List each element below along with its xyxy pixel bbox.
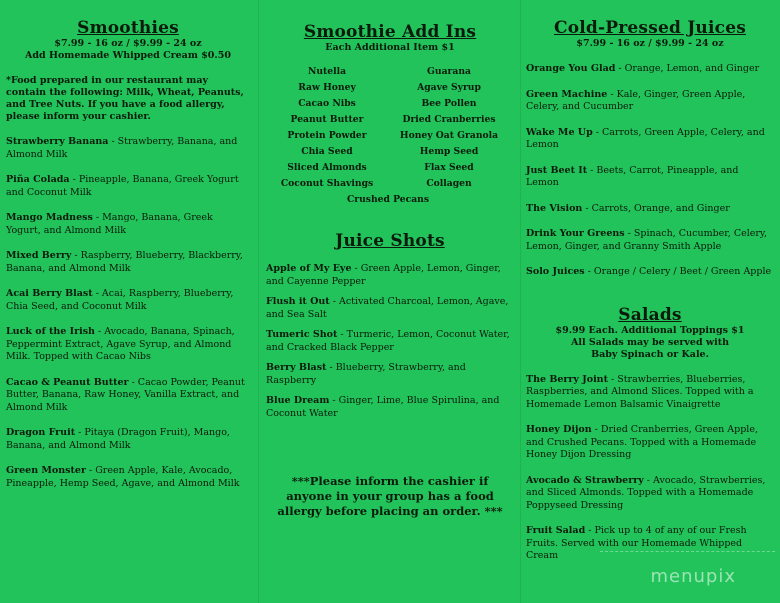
menu-item-desc: - Ginger, Lime, Blue Spirulina, and Coconut Water bbox=[266, 395, 500, 419]
menu-item bbox=[6, 326, 250, 364]
menu-item-desc: - Dried Cranberries, Green Apple, and Crushed Pecans. Topped with a Homemade Honey Dijon Dressing bbox=[526, 424, 758, 460]
smoothies-addon: Add Homemade Whipped Cream $0.50 bbox=[25, 50, 231, 61]
menu-item-desc: - Avocado, Strawberries, and Sliced Almonds. Topped with a Homemade Poppyseed Dressing bbox=[526, 474, 766, 511]
menu-item-name: Tumeric Shot bbox=[266, 329, 338, 340]
menu-item bbox=[266, 362, 514, 387]
menu-item bbox=[6, 377, 250, 415]
addin-item: Agave Syrup bbox=[417, 82, 481, 93]
menu-item-name: Flush it Out bbox=[266, 296, 330, 307]
menu-item bbox=[6, 250, 250, 275]
addin-item: Chia Seed bbox=[301, 146, 353, 157]
menu-item-desc: - Raspberry, Blueberry, Blackberry, Banana, and Almond Milk bbox=[6, 250, 243, 274]
addin-item: Peanut Butter bbox=[290, 114, 364, 125]
addin-item: Flax Seed bbox=[424, 162, 474, 173]
addin-item: Nutella bbox=[307, 66, 347, 77]
smoothie-list bbox=[6, 136, 250, 490]
addin-item: Dried Cranberries bbox=[402, 114, 496, 125]
addin-item: Protein Powder bbox=[287, 130, 367, 141]
menu-item-desc: - Strawberry, Banana, and Almond Milk bbox=[6, 136, 238, 160]
menu-item-name: Green Monster bbox=[6, 465, 86, 476]
addin-item: Coconut Shavings bbox=[280, 178, 374, 189]
menu-item bbox=[6, 465, 250, 490]
salads-title: Salads bbox=[618, 304, 682, 325]
shot-list bbox=[266, 263, 514, 420]
salads-line1: $9.99 Each. Additional Toppings $1 bbox=[555, 324, 745, 336]
menu-item-desc: - Orange, Lemon, and Ginger bbox=[615, 63, 760, 74]
menu-item-desc: - Carrots, Orange, and Ginger bbox=[582, 202, 730, 214]
menu-item-desc: - Kale, Ginger, Green Apple, Celery, and Cucumber bbox=[526, 88, 746, 112]
menupix-watermark: menupix bbox=[650, 566, 736, 587]
menu-item-name: Berry Blast bbox=[266, 362, 327, 373]
addin-item: Bee Pollen bbox=[421, 98, 477, 109]
menu-item bbox=[266, 296, 514, 321]
allergy-note: *Food prepared in our restaurant may contain the following: Milk, Wheat, Peanuts, and Tree Nuts. If you have a food allergy, please inform your cashier. bbox=[6, 75, 244, 122]
menu-item-name: Just Beet It bbox=[526, 164, 588, 176]
addins-grid bbox=[266, 66, 514, 205]
juices-title: Cold-Pressed Juices bbox=[554, 18, 746, 38]
menu-item bbox=[266, 329, 514, 354]
addin-item: Cacao Nibs bbox=[298, 98, 356, 109]
addins-title: Smoothie Add Ins bbox=[303, 22, 477, 42]
menu-item-name: Mixed Berry bbox=[6, 250, 72, 261]
menu-item-name: Orange You Glad bbox=[526, 63, 616, 74]
menu-item-name: Luck of the Irish bbox=[6, 326, 95, 337]
menu-item-desc: - Green Apple, Lemon, Ginger, and Cayenne Pepper bbox=[266, 263, 501, 287]
menu-item-desc: - Green Apple, Kale, Avocado, Pineapple, Hemp Seed, Agave, and Almond Milk bbox=[6, 465, 240, 489]
salad-list bbox=[526, 374, 774, 563]
menu-item-name: The Vision bbox=[526, 202, 583, 214]
menu-item-name: Dragon Fruit bbox=[6, 427, 76, 438]
menu-item bbox=[526, 228, 774, 253]
menu-item bbox=[526, 127, 774, 152]
menu-item-desc: - Cacao Powder, Peanut Butter, Banana, Raw Honey, Vanilla Extract, and Almond Milk bbox=[6, 376, 245, 413]
addins-subtitle: Each Additional Item $1 bbox=[325, 42, 455, 53]
menu-item bbox=[526, 203, 774, 216]
menu-item-name: Strawberry Banana bbox=[6, 136, 109, 147]
juices-price: $7.99 - 16 oz / $9.99 - 24 oz bbox=[576, 38, 724, 49]
menu-item-desc: - Turmeric, Lemon, Coconut Water, and Cracked Black Pepper bbox=[266, 329, 510, 353]
menu-item-name: Green Machine bbox=[526, 88, 608, 100]
menu-item-desc: - Pitaya (Dragon Fruit), Mango, Banana, and Almond Milk bbox=[6, 427, 230, 451]
menu-item bbox=[526, 165, 774, 190]
menu-item-desc: - Strawberries, Blueberries, Raspberries, and Almond Slices. Topped with a Homemade Lemon Balsamic Vinaigrette bbox=[526, 373, 754, 410]
menu-item-desc: - Pineapple, Banana, Greek Yogurt and Coconut Milk bbox=[6, 174, 239, 198]
menu-item-name: Wake Me Up bbox=[526, 126, 593, 138]
menu-item-desc: - Acai, Raspberry, Blueberry, Chia Seed, and Coconut Milk bbox=[6, 288, 234, 312]
menu-item bbox=[6, 288, 250, 313]
menu-item-desc: - Blueberry, Strawberry, and Raspberry bbox=[266, 362, 466, 386]
menu-item bbox=[266, 263, 514, 288]
menu-item-name: Drink Your Greens bbox=[526, 228, 625, 239]
allergy-warning: ***Please inform the cashier if anyone in your group has a food allergy before placing an order. *** bbox=[277, 474, 503, 518]
addin-item: Crushed Pecans bbox=[346, 194, 430, 205]
menu-item-name: Honey Dijon bbox=[526, 424, 592, 435]
menu-item-desc: - Mango, Banana, Greek Yogurt, and Almond Milk bbox=[6, 212, 213, 236]
menu-item-desc: - Pick up to 4 of any of our Fresh Fruits. Served with our Homemade Whipped Cream bbox=[526, 525, 747, 561]
addin-item: Guarana bbox=[427, 66, 471, 77]
menu-item bbox=[526, 424, 774, 462]
menu-item bbox=[266, 395, 514, 420]
divider bbox=[600, 551, 775, 553]
menu-item bbox=[526, 63, 774, 76]
menu-item-desc: - Carrots, Green Apple, Celery, and Lemon bbox=[526, 126, 765, 150]
menu-item-name: Piña Colada bbox=[6, 174, 70, 185]
menu-item-name: Solo Juices bbox=[526, 266, 585, 277]
menu-item-name: Cacao & Peanut Butter bbox=[6, 376, 129, 388]
menu-item-desc: - Avocado, Banana, Spinach, Peppermint Extract, Agave Syrup, and Almond Milk. Topped with Cacao Nibs bbox=[6, 326, 235, 362]
juice-list bbox=[526, 63, 774, 279]
menu-item bbox=[526, 89, 774, 114]
menu-item-name: Apple of My Eye bbox=[266, 263, 352, 274]
menu-item-desc: - Orange / Celery / Beet / Green Apple bbox=[584, 266, 772, 277]
menu-item-name: Blue Dream bbox=[266, 395, 330, 406]
menu-item bbox=[6, 427, 250, 452]
menu-item bbox=[526, 475, 774, 513]
menu-item bbox=[6, 174, 250, 199]
menu-item-desc: - Beets, Carrot, Pineapple, and Lemon bbox=[526, 164, 739, 188]
salads-line2: All Salads may be served with bbox=[571, 336, 729, 348]
addin-item: Raw Honey bbox=[298, 82, 356, 93]
addin-item: Honey Oat Granola bbox=[399, 130, 499, 141]
shots-title: Juice Shots bbox=[335, 231, 445, 251]
menu-item-name: Avocado & Strawberry bbox=[526, 474, 644, 486]
smoothies-price: $7.99 - 16 oz / $9.99 - 24 oz bbox=[54, 38, 202, 49]
menu-item bbox=[526, 266, 774, 279]
menu-item-name: Acai Berry Blast bbox=[6, 288, 93, 299]
addin-item: Collagen bbox=[426, 178, 472, 189]
menu-item-name: The Berry Joint bbox=[526, 373, 608, 385]
menu-item bbox=[6, 212, 250, 237]
menu-item-desc: - Spinach, Cucumber, Celery, Lemon, Ginger, and Granny Smith Apple bbox=[526, 228, 768, 252]
menu-item-desc: - Activated Charcoal, Lemon, Agave, and Sea Salt bbox=[266, 296, 509, 320]
juices-panel bbox=[520, 0, 780, 603]
menu-item-name: Mango Madness bbox=[6, 212, 93, 223]
salads-line3: Baby Spinach or Kale. bbox=[591, 348, 709, 360]
menu-item bbox=[6, 136, 250, 161]
smoothies-title: Smoothies bbox=[77, 18, 179, 38]
addin-item: Hemp Seed bbox=[419, 146, 479, 157]
menu-item bbox=[526, 374, 774, 412]
menu-item-name: Fruit Salad bbox=[526, 525, 586, 536]
smoothies-panel bbox=[0, 0, 258, 603]
addin-item: Sliced Almonds bbox=[287, 162, 367, 173]
addins-panel bbox=[258, 0, 520, 603]
menu-item bbox=[526, 525, 774, 563]
